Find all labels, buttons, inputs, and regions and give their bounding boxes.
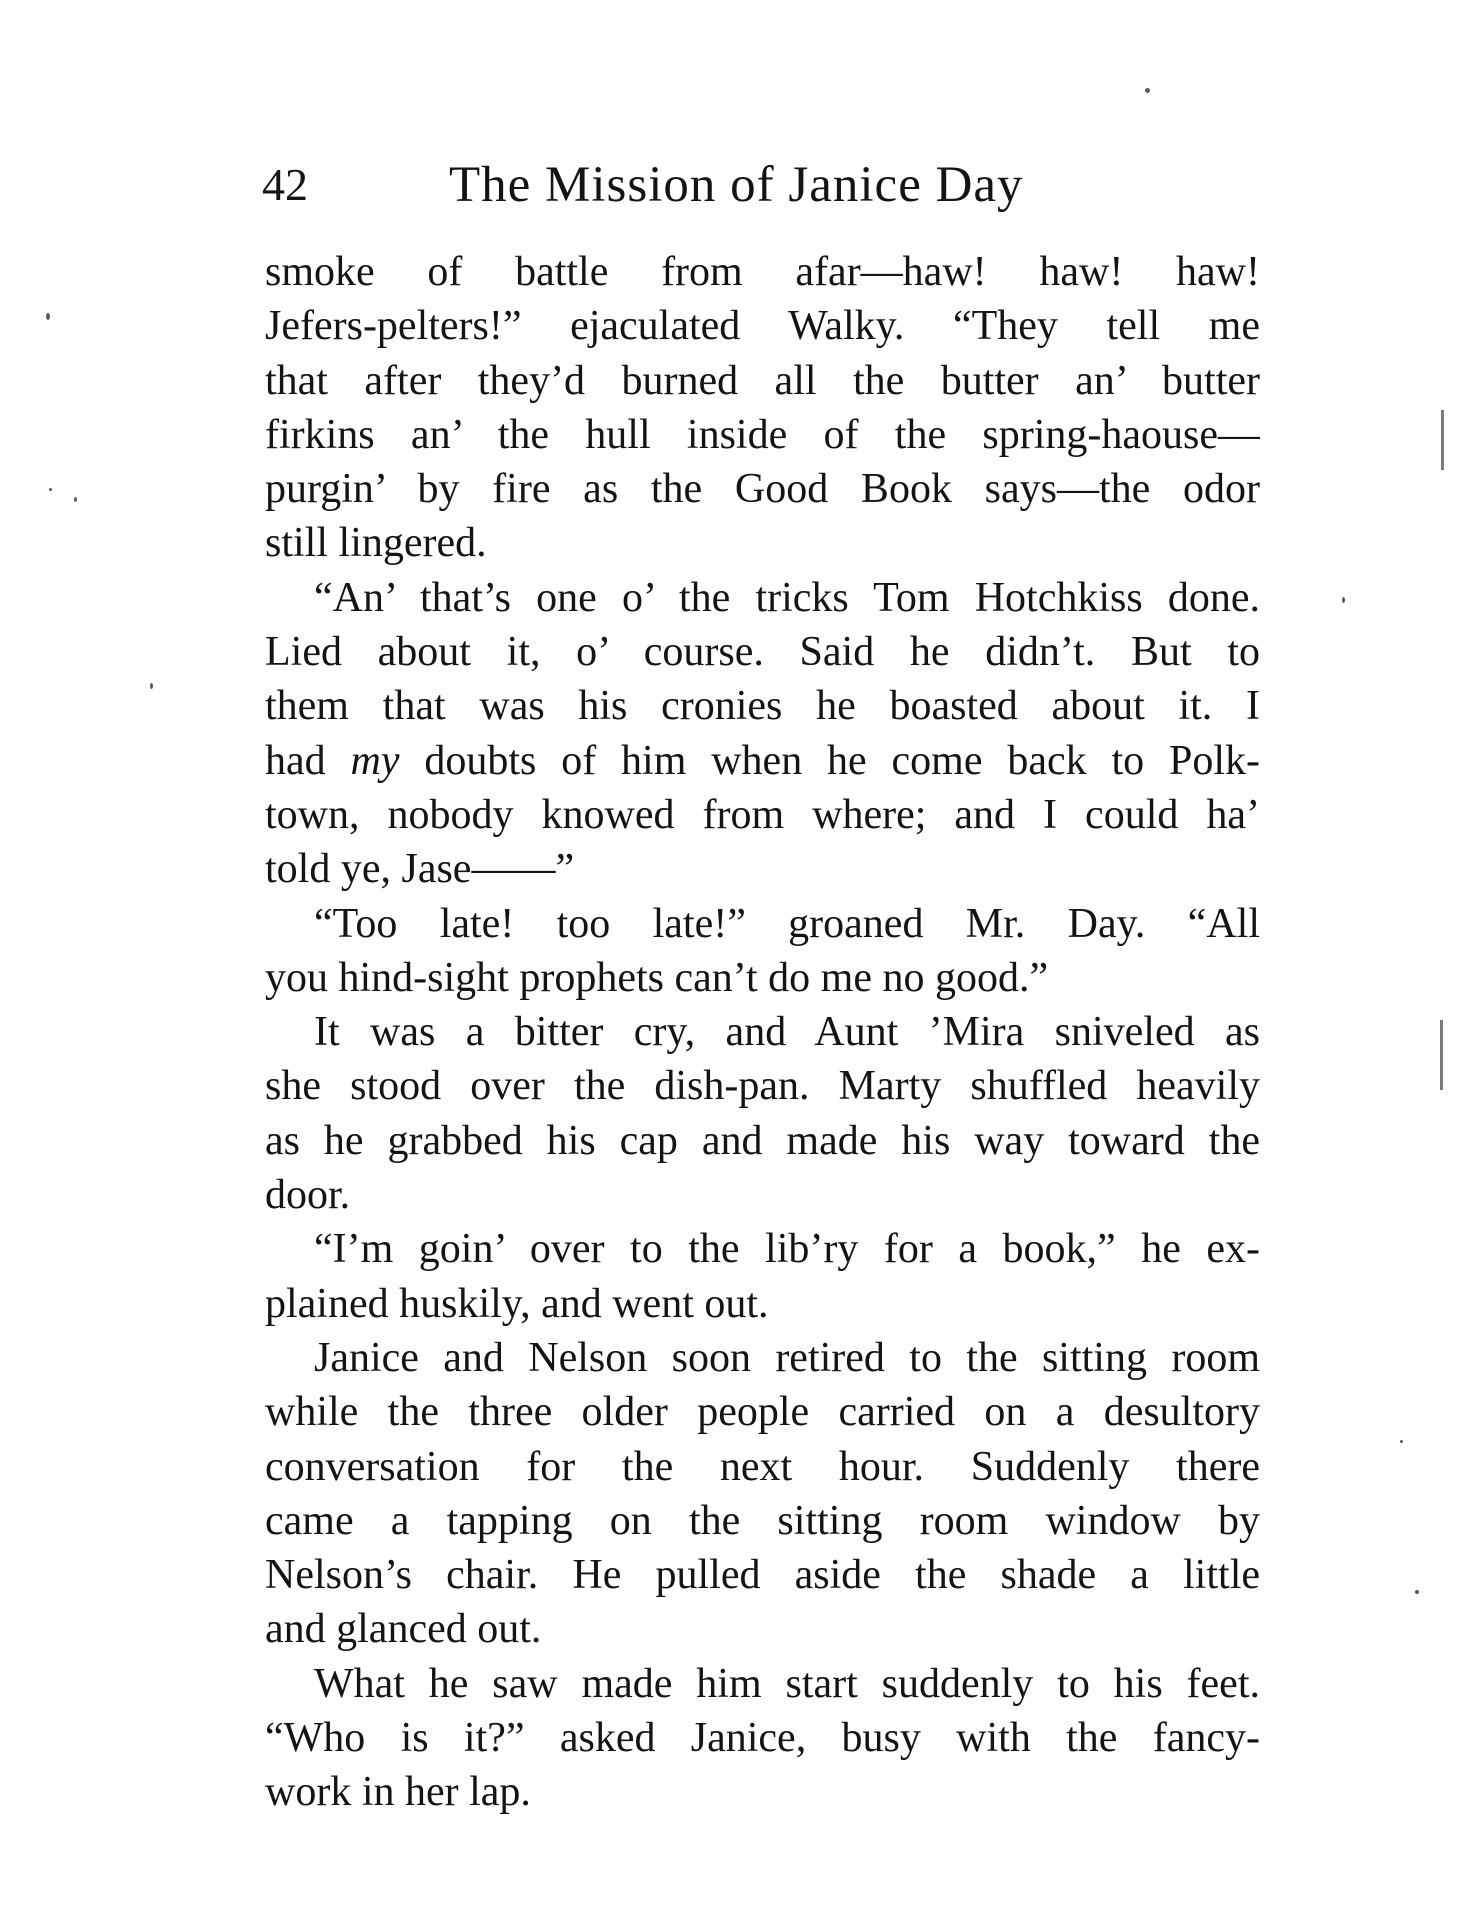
text-line: Nelson’s chair. He pulled aside the shade a little bbox=[265, 1552, 1260, 1599]
running-title: The Mission of Janice Day bbox=[449, 157, 1024, 213]
text-line: Jefers-pelters!” ejaculated Walky. “They tell me bbox=[265, 303, 1260, 350]
body-text bbox=[265, 245, 1260, 1820]
text-line: you hind-sight prophets can’t do me no good.” bbox=[265, 954, 1049, 1001]
text-line: them that was his cronies he boasted about it. I bbox=[265, 683, 1260, 730]
scan-speck bbox=[49, 488, 52, 491]
text-line: told ye, Jase——” bbox=[265, 846, 575, 893]
text-line: smoke of battle from afar—haw! haw! haw! bbox=[265, 249, 1260, 295]
text-line: purgin’ by fire as the Good Book says—the odor bbox=[265, 466, 1260, 513]
text-line: she stood over the dish-pan. Marty shuffled heavily bbox=[265, 1063, 1260, 1110]
text-line: still lingered. bbox=[265, 520, 487, 567]
text-line: Janice and Nelson soon retired to the sitting room bbox=[314, 1334, 1260, 1381]
emphasis: my bbox=[350, 737, 400, 784]
text-line: “I’m goin’ over to the lib’ry for a book,” he ex- bbox=[314, 1226, 1260, 1273]
text-line: “An’ that’s one o’ the tricks Tom Hotchkiss done. bbox=[314, 574, 1260, 621]
text-line: and glanced out. bbox=[265, 1606, 542, 1653]
page-header bbox=[262, 155, 1262, 215]
page-number: 42 bbox=[262, 159, 308, 210]
text-line: work in her lap. bbox=[265, 1769, 531, 1816]
text-line: Lied about it, o’ course. Said he didn’t. But to bbox=[265, 629, 1260, 676]
text-line: town, nobody knowed from where; and I could ha’ bbox=[265, 791, 1260, 838]
text-line: What he saw made him start suddenly to his feet. bbox=[314, 1660, 1260, 1707]
text-line: It was a bitter cry, and Aunt ’Mira sniveled as bbox=[314, 1009, 1260, 1056]
text-line: as he grabbed his cap and made his way toward the bbox=[265, 1117, 1260, 1164]
text-line: firkins an’ the hull inside of the spring-haouse— bbox=[265, 411, 1260, 458]
scan-speck bbox=[1342, 597, 1345, 603]
scan-speck bbox=[46, 313, 50, 320]
scan-speck bbox=[150, 683, 153, 689]
scan-edge-mark bbox=[1440, 1020, 1443, 1090]
scan-speck bbox=[1145, 88, 1150, 93]
scan-edge-mark bbox=[1441, 410, 1444, 470]
text-line: door. bbox=[265, 1172, 351, 1219]
text-line: conversation for the next hour. Suddenly there bbox=[265, 1443, 1260, 1490]
text-line: “Who is it?” asked Janice, busy with the fancy- bbox=[265, 1715, 1260, 1762]
text-line: came a tapping on the sitting room window by bbox=[265, 1497, 1260, 1544]
text-line: while the three older people carried on a desultory bbox=[265, 1389, 1260, 1436]
text-line: plained huskily, and went out. bbox=[265, 1280, 769, 1327]
scan-speck bbox=[1400, 1440, 1403, 1443]
text-line: “Too late! too late!” groaned Mr. Day. “All bbox=[314, 900, 1260, 947]
scan-speck bbox=[74, 497, 77, 502]
text-line: that after they’d burned all the butter an’ butter bbox=[265, 357, 1260, 404]
scan-speck bbox=[1415, 1590, 1419, 1594]
text-line: had my doubts of him when he come back to Polk- bbox=[265, 737, 1260, 784]
